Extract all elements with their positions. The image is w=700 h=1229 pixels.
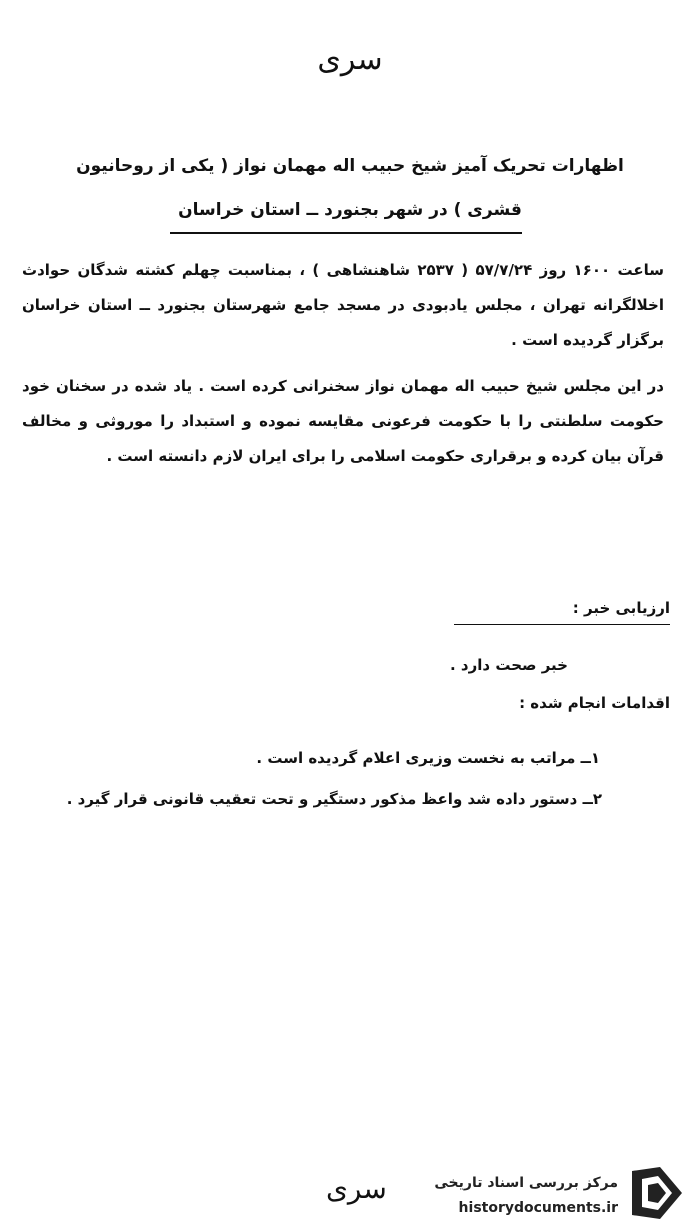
archive-logo-icon <box>620 1163 690 1223</box>
classification-header: سری <box>317 42 383 77</box>
document-title-line-1: اظهارات تحریک آمیز شیخ حبیب اله مهمان نواز ( یکی از روحانیون <box>76 156 624 176</box>
body-paragraph-2: در این مجلس شیخ حبیب اله مهمان نواز سخنرانی کرده است . یاد شده در سخنان خود حکومت سلطنتی را با حکومت فرعونی مقایسه نموده و استبداد را موروثی و مخالف قرآن بیان کرده و برقراری حکومت اسلامی را برای ایران لازم دانسته است . <box>22 377 664 465</box>
action-item-1: ۱ــ مراتب به نخست وزیری اعلام گردیده است . <box>256 749 600 767</box>
watermark-name: مرکز بررسی اسناد تاریخی <box>434 1175 618 1191</box>
assessment-value: خبر صحت دارد . <box>450 656 568 674</box>
document-title-line-2: قشری ) در شهر بجنورد ــ استان خراسان <box>178 200 522 220</box>
assessment-underline <box>454 624 670 625</box>
watermark-url: historydocuments.ir <box>458 1200 618 1216</box>
assessment-heading: ارزیابی خبر : <box>572 599 670 617</box>
body-paragraph-1: ساعت ۱۶۰۰ روز ۵۷/۷/۲۴ ( ۲۵۳۷ شاهنشاهی ) ، بمناسبت چهلم کشته شدگان حوادث اخلالگرانه تهران ، مجلس یادبودی در مسجد جامع شهرستان بجنورد ــ استان خراسان برگزار گردیده است . <box>22 261 664 349</box>
actions-heading: اقدامات انجام شده : <box>519 694 670 712</box>
action-item-2: ۲ــ دستور داده شد واعظ مذکور دستگیر و تحت تعقیب قانونی قرار گیرد . <box>66 790 602 808</box>
title-underline <box>170 232 522 234</box>
classification-footer: سری <box>326 1172 387 1205</box>
